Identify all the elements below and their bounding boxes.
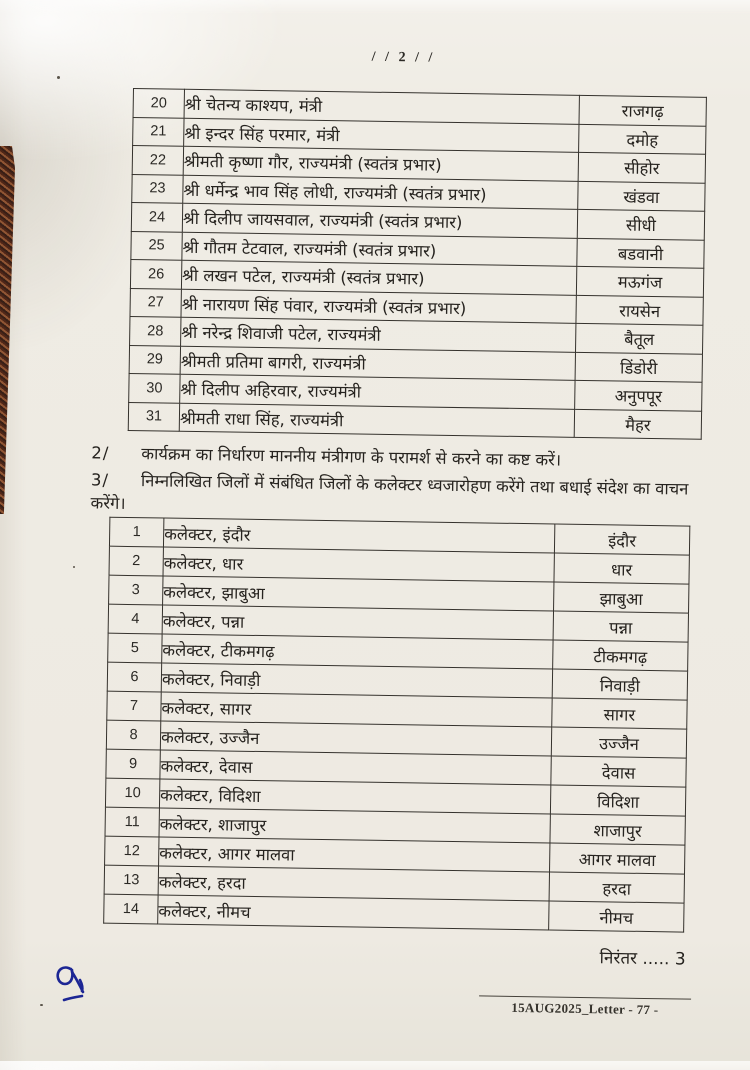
serial-number-cell: 11 [105,807,159,837]
page-number: / / 2 / / [371,49,436,66]
scanned-letter-page [82,0,710,1070]
district-cell: शाजापुर [550,814,685,845]
district-cell: नीमच [549,901,684,932]
paragraph-3 [90,468,705,524]
minister-name-cell: श्रीमती कृष्णा गौर, राज्यमंत्री (स्वतंत्र प्रभार) [183,146,578,181]
minister-name-cell: श्री लखन पटेल, राज्यमंत्री (स्वतंत्र प्रभार) [181,260,576,295]
binding-edge-artifact [0,146,15,514]
paragraph-number: 2/ [91,443,110,463]
collector-name-cell: कलेक्टर, उज्जैन [160,721,551,756]
collector-name-cell: कलेक्टर, निवाड़ी [161,663,552,698]
collector-name-cell: कलेक्टर, टीकमगढ़ [162,634,553,669]
minister-name-cell: श्री गौतम टेटवाल, राज्यमंत्री (स्वतंत्र प्रभार) [182,232,577,267]
district-cell: आगर मालवा [550,843,685,874]
minister-name-cell: श्रीमती प्रतिमा बागरी, राज्यमंत्री [180,346,575,381]
serial-number-cell: 4 [108,604,162,634]
collector-name-cell: कलेक्टर, विदिशा [159,779,550,814]
collectors-table [103,517,690,933]
serial-number-cell: 14 [104,894,158,924]
collector-name-cell: कलेक्टर, शाजापुर [159,808,550,843]
minister-name-cell: श्री दिलीप जायसवाल, राज्यमंत्री (स्वतंत्र प्रभार) [182,203,577,238]
serial-number-cell: 28 [130,316,181,345]
district-cell: सीधी [577,209,704,239]
serial-number-cell: 30 [129,373,180,402]
dust-speck [40,1004,43,1006]
serial-number-cell: 31 [128,402,179,431]
collector-name-cell: कलेक्टर, धार [163,547,554,582]
minister-name-cell: श्री धर्मेन्द्र भाव सिंह लोधी, राज्यमंत्री (स्वतंत्र प्रभार) [183,175,578,210]
serial-number-cell: 25 [131,231,182,260]
paragraph-text: निम्नलिखित जिलों में संबंधित जिलों के कलेक्टर ध्वजारोहण करेंगे तथा बधाई संदेश का वाचन करेंगे। [90,471,689,514]
district-cell: उज्जैन [551,727,686,758]
district-cell: बडवानी [577,238,704,268]
minister-name-cell: श्री नरेन्द्र शिवाजी पटेल, राज्यमंत्री [181,317,576,352]
serial-number-cell: 12 [105,836,159,866]
district-cell: बैतूल [576,323,703,353]
minister-name-cell: श्री इन्दर सिंह परमार, मंत्री [184,118,579,153]
serial-number-cell: 24 [131,202,182,231]
serial-number-cell: 2 [109,546,163,576]
district-cell: विदिशा [550,785,685,816]
ministers-table [128,88,707,440]
district-cell: रायसेन [576,295,703,325]
district-cell: झाबुआ [554,582,689,613]
collector-name-cell: कलेक्टर, आगर मालवा [159,837,550,872]
footer-reference: 15AUG2025_Letter - 77 - [479,995,691,1018]
district-cell: निवाड़ी [552,669,687,700]
serial-number-cell: 5 [108,633,162,663]
serial-number-cell: 27 [130,288,181,317]
district-cell: मैहर [574,409,701,439]
district-cell: सागर [552,698,687,729]
minister-name-cell: श्री नारायण सिंह पंवार, राज्यमंत्री (स्वतंत्र प्रभार) [181,289,576,324]
serial-number-cell: 13 [104,865,158,895]
serial-number-cell: 26 [130,259,181,288]
serial-number-cell: 8 [106,720,160,750]
serial-number-cell: 21 [133,117,184,146]
serial-number-cell: 23 [132,174,183,203]
minister-name-cell: श्री चेतन्य काश्यप, मंत्री [184,89,579,124]
serial-number-cell: 3 [109,575,163,605]
district-cell: मऊगंज [576,266,703,296]
district-cell: धार [554,553,689,584]
district-cell: देवास [551,756,686,787]
paragraph-text: कार्यक्रम का निर्धारण माननीय मंत्रीगण के परामर्श से करने का कष्ट करें। [141,444,562,470]
serial-number-cell: 1 [109,517,163,547]
district-cell: डिंडोरी [575,352,702,382]
collector-name-cell: कलेक्टर, हरदा [158,866,549,901]
district-cell: दमोह [579,124,706,154]
district-cell: इंदौर [554,524,689,555]
paragraph-number: 3/ [90,470,110,490]
serial-number-cell: 9 [106,749,160,779]
collector-name-cell: कलेक्टर, देवास [160,750,551,785]
serial-number-cell: 22 [132,146,183,175]
district-cell: पन्ना [553,611,688,642]
serial-number-cell: 20 [133,89,184,118]
continuation-note: निरंतर ..... 3 [599,948,686,970]
collector-name-cell: कलेक्टर, इंदौर [163,518,554,553]
district-cell: टीकमगढ़ [553,640,688,671]
dust-speck [57,76,60,79]
collector-name-cell: कलेक्टर, सागर [161,692,552,727]
district-cell: हरदा [549,872,684,903]
collector-name-cell: कलेक्टर, नीमच [158,895,549,930]
serial-number-cell: 6 [107,662,161,692]
collector-name-cell: कलेक्टर, पन्ना [162,605,553,640]
serial-number-cell: 10 [105,778,159,808]
district-cell: सीहोर [578,152,705,182]
minister-name-cell: श्रीमती राधा सिंह, राज्यमंत्री [179,403,574,438]
serial-number-cell: 7 [107,691,161,721]
dust-speck [73,566,75,568]
district-cell: अनुपपूर [575,380,702,410]
district-cell: खंडवा [578,181,705,211]
serial-number-cell: 29 [129,345,180,374]
district-cell: राजगढ़ [579,95,706,125]
signature-initials-mark [50,960,102,1012]
collector-name-cell: कलेक्टर, झाबुआ [163,576,554,611]
minister-name-cell: श्री दिलीप अहिरवार, राज्यमंत्री [180,374,575,409]
